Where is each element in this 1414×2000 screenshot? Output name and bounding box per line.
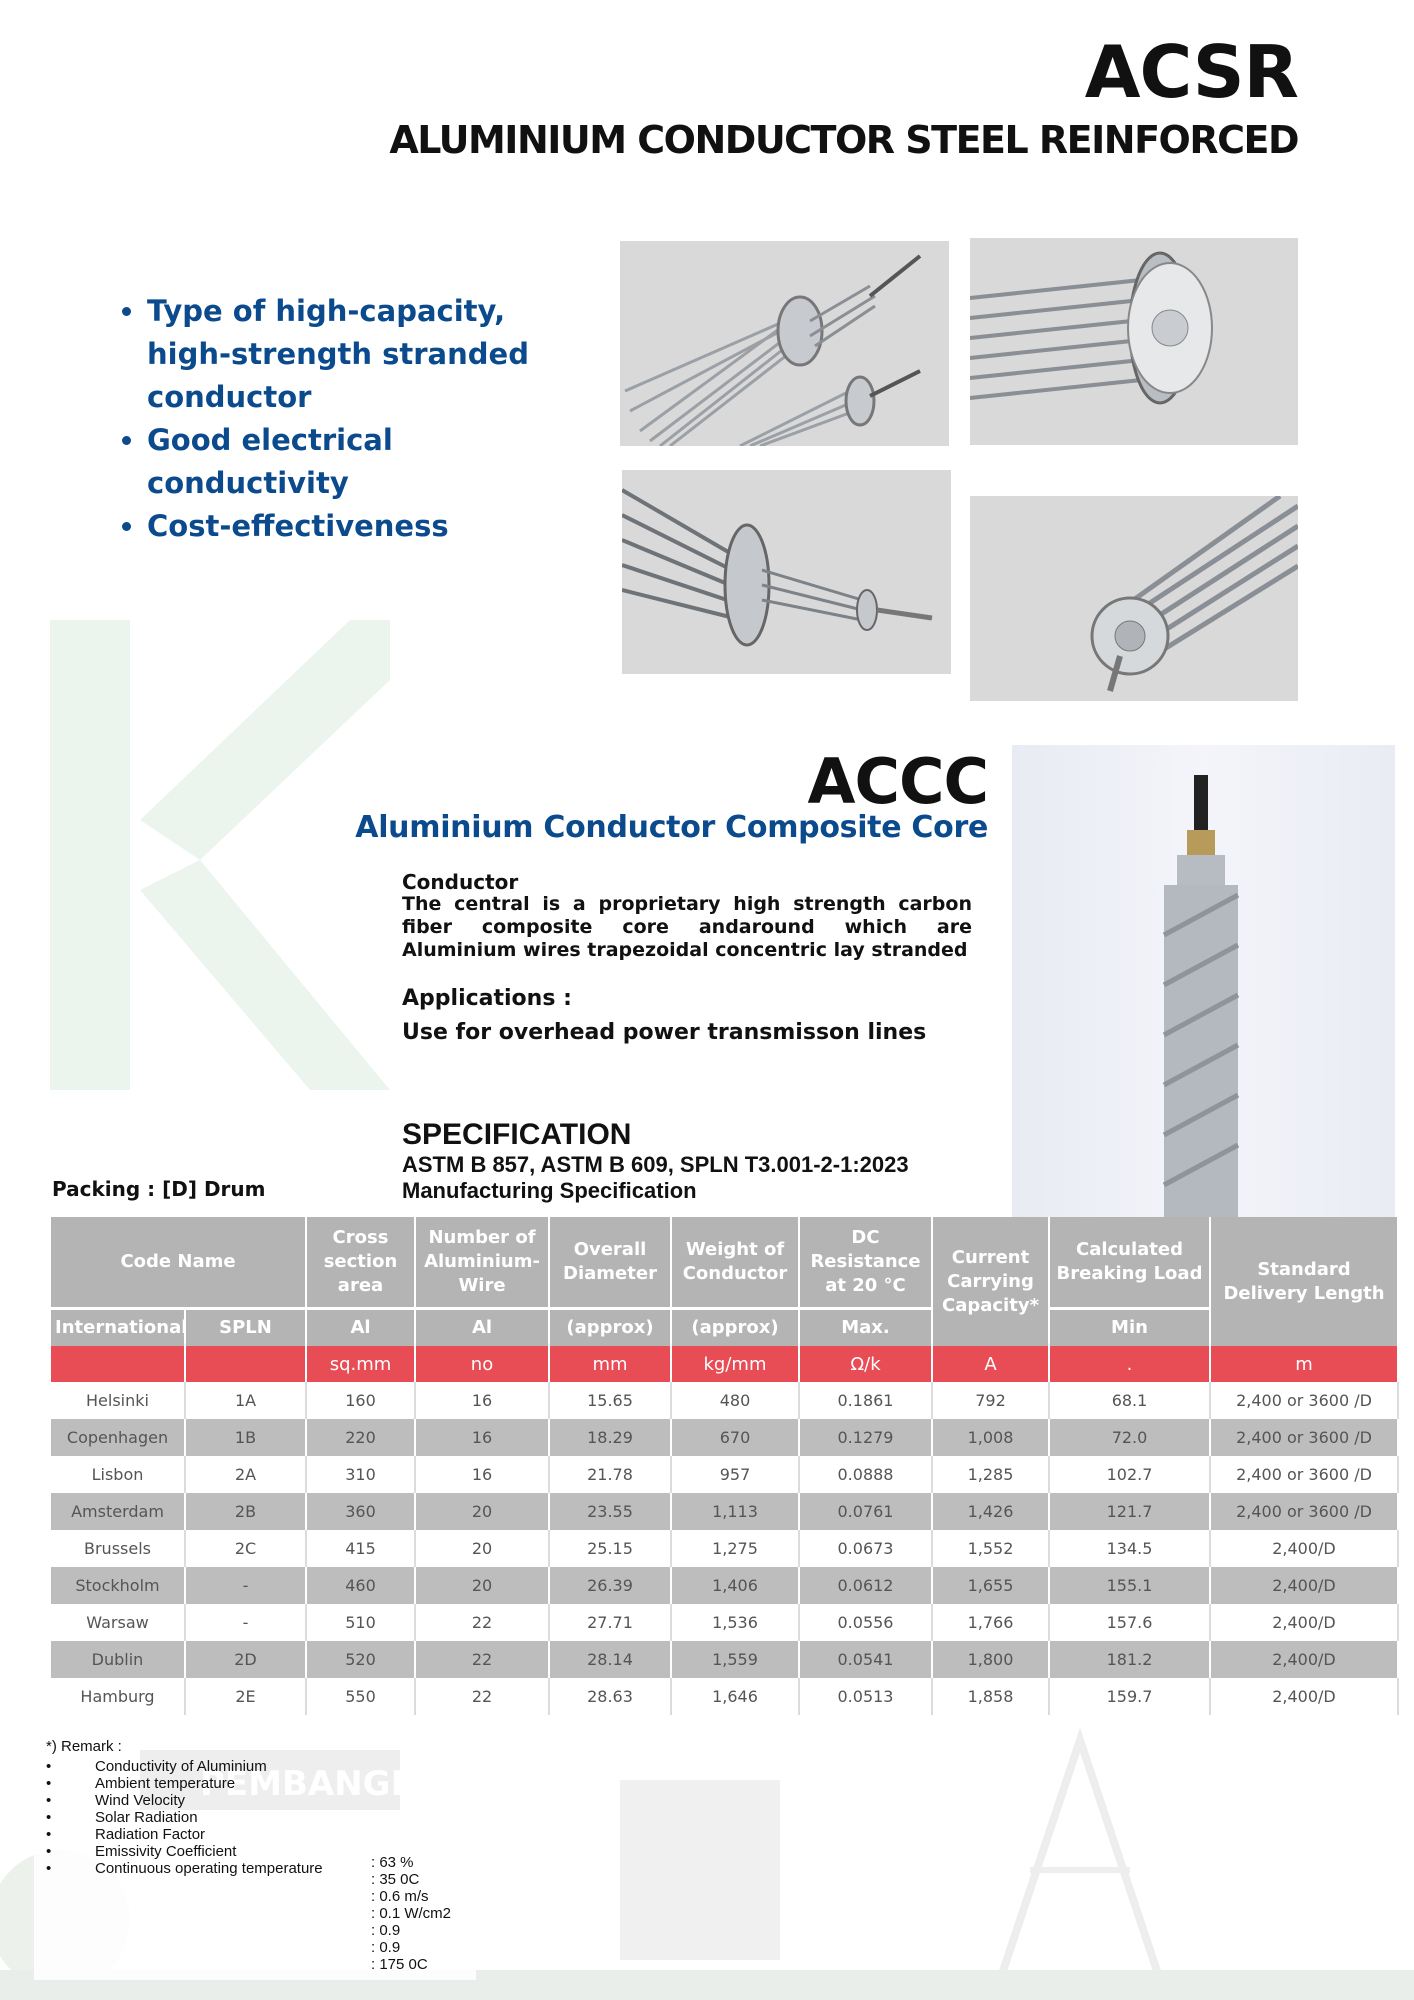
remark-item: • Wind Velocity	[46, 1792, 323, 1809]
acsr-photo-3	[622, 470, 951, 674]
unit-dc-resistance: Ω/k	[799, 1346, 932, 1382]
table-cell: Warsaw	[51, 1604, 185, 1641]
acsr-photo-2	[970, 238, 1298, 445]
table-cell: 2,400/D	[1210, 1530, 1398, 1567]
table-row	[51, 1456, 1398, 1493]
table-cell: 480	[671, 1382, 799, 1419]
remark-value: : 0.9	[371, 1922, 401, 1939]
header-dc-resistance: DC Resistance at 20 °C	[799, 1217, 932, 1309]
table-cell: 0.1279	[799, 1419, 932, 1456]
table-cell: 26.39	[549, 1567, 671, 1604]
subheader-max: Max.	[799, 1309, 932, 1347]
table-cell: 957	[671, 1456, 799, 1493]
table-cell: 1,655	[932, 1567, 1049, 1604]
table-cell: 1,426	[932, 1493, 1049, 1530]
remark-item: • Radiation Factor	[46, 1826, 323, 1843]
table-cell: 2A	[185, 1456, 306, 1493]
accc-title: ACCC	[807, 745, 988, 818]
table-cell: 2,400/D	[1210, 1678, 1398, 1715]
table-cell: 1,800	[932, 1641, 1049, 1678]
table-cell: 1,646	[671, 1678, 799, 1715]
background-sign-text: PEMBANGKIT	[200, 1764, 453, 1804]
table-cell: 0.0888	[799, 1456, 932, 1493]
table-cell: 0.0612	[799, 1567, 932, 1604]
table-cell: 2,400 or 3600 /D	[1210, 1456, 1398, 1493]
table-cell: 1,536	[671, 1604, 799, 1641]
unit-cell	[185, 1346, 306, 1382]
table-cell: 2B	[185, 1493, 306, 1530]
table-cell: 0.0673	[799, 1530, 932, 1567]
table-cell: Brussels	[51, 1530, 185, 1567]
acsr-photo-4	[970, 496, 1298, 701]
specification-table	[51, 1217, 1399, 1715]
table-cell: 22	[415, 1641, 549, 1678]
table-cell: Lisbon	[51, 1456, 185, 1493]
header-code-name: Code Name	[51, 1217, 306, 1309]
header-number-wire: Number of Aluminium-Wire	[415, 1217, 549, 1309]
table-cell: 510	[306, 1604, 415, 1641]
table-cell: 2,400 or 3600 /D	[1210, 1493, 1398, 1530]
subheader-min: Min	[1049, 1309, 1210, 1347]
table-cell: 155.1	[1049, 1567, 1210, 1604]
table-cell: 0.1861	[799, 1382, 932, 1419]
table-cell: 28.63	[549, 1678, 671, 1715]
table-cell: 0.0541	[799, 1641, 932, 1678]
table-cell: 1,552	[932, 1530, 1049, 1567]
table-cell: 25.15	[549, 1530, 671, 1567]
table-cell: 21.78	[549, 1456, 671, 1493]
remark-item: • Emissivity Coefficient	[46, 1843, 323, 1860]
table-cell: -	[185, 1567, 306, 1604]
table-cell: 15.65	[549, 1382, 671, 1419]
table-cell: Copenhagen	[51, 1419, 185, 1456]
table-cell: 220	[306, 1419, 415, 1456]
table-cell: 670	[671, 1419, 799, 1456]
table-cell: 2,400 or 3600 /D	[1210, 1419, 1398, 1456]
table-cell: 27.71	[549, 1604, 671, 1641]
header-breaking-load: Calculated Breaking Load	[1049, 1217, 1210, 1309]
applications-heading: Applications :	[402, 986, 572, 1011]
remark-item: • Solar Radiation	[46, 1809, 323, 1826]
table-cell: 2,400/D	[1210, 1641, 1398, 1678]
specification-heading: SPECIFICATION	[402, 1118, 632, 1151]
table-row	[51, 1604, 1398, 1641]
header-cross-section: Cross section area	[306, 1217, 415, 1309]
unit-breaking-load: .	[1049, 1346, 1210, 1382]
table-cell: 72.0	[1049, 1419, 1210, 1456]
table-cell: 460	[306, 1567, 415, 1604]
table-cell: 18.29	[549, 1419, 671, 1456]
acsr-feature-list	[115, 290, 567, 548]
table-cell: 16	[415, 1419, 549, 1456]
table-cell: 20	[415, 1530, 549, 1567]
unit-number-wire: no	[415, 1346, 549, 1382]
remark-item: • Conductivity of Aluminium	[46, 1758, 323, 1775]
table-cell: 16	[415, 1382, 549, 1419]
acsr-subtitle: ALUMINIUM CONDUCTOR STEEL REINFORCED	[389, 118, 1298, 162]
table-cell: 2E	[185, 1678, 306, 1715]
remark-item: • Ambient temperature	[46, 1775, 323, 1792]
subheader-international: International	[51, 1309, 185, 1347]
remark-value: : 175 0C	[371, 1956, 428, 1973]
feature-item: • Good electrical conductivity	[147, 419, 567, 505]
table-cell: Amsterdam	[51, 1493, 185, 1530]
table-cell: 1B	[185, 1419, 306, 1456]
table-cell: 134.5	[1049, 1530, 1210, 1567]
table-cell: 157.6	[1049, 1604, 1210, 1641]
remark-list	[46, 1758, 323, 1877]
table-cell: 102.7	[1049, 1456, 1210, 1493]
header-weight: Weight of Conductor	[671, 1217, 799, 1309]
remark-item: • Continuous operating temperature	[46, 1860, 323, 1877]
table-cell: 28.14	[549, 1641, 671, 1678]
table-cell: 415	[306, 1530, 415, 1567]
table-cell: 20	[415, 1567, 549, 1604]
table-row	[51, 1641, 1398, 1678]
table-cell: Dublin	[51, 1641, 185, 1678]
table-cell: 2,400/D	[1210, 1604, 1398, 1641]
table-body	[51, 1382, 1398, 1715]
acsr-photo-1	[620, 241, 949, 446]
remark-value: : 0.9	[371, 1939, 401, 1956]
table-cell: 0.0556	[799, 1604, 932, 1641]
subheader-al: Al	[306, 1309, 415, 1347]
subheader-spln: SPLN	[185, 1309, 306, 1347]
table-cell: 1,285	[932, 1456, 1049, 1493]
table-cell: 1,858	[932, 1678, 1049, 1715]
accc-subtitle: Aluminium Conductor Composite Core	[355, 810, 988, 845]
subheader-approx: (approx)	[671, 1309, 799, 1347]
table-cell: 550	[306, 1678, 415, 1715]
table-cell: 68.1	[1049, 1382, 1210, 1419]
unit-diameter: mm	[549, 1346, 671, 1382]
remark-heading: *) Remark :	[46, 1738, 122, 1755]
remark-value: : 35 0C	[371, 1871, 420, 1888]
table-cell: 160	[306, 1382, 415, 1419]
table-cell: 310	[306, 1456, 415, 1493]
subheader-al: Al	[415, 1309, 549, 1347]
unit-cell	[51, 1346, 185, 1382]
remark-values	[371, 1854, 451, 1973]
specification-standards: ASTM B 857, ASTM B 609, SPLN T3.001-2-1:2023	[402, 1152, 909, 1177]
table-cell: Helsinki	[51, 1382, 185, 1419]
unit-weight: kg/mm	[671, 1346, 799, 1382]
remark-value: : 0.6 m/s	[371, 1888, 429, 1905]
header-diameter: Overall Diameter	[549, 1217, 671, 1309]
specification-manufacturing: Manufacturing Specification	[402, 1178, 697, 1203]
table-cell: 1A	[185, 1382, 306, 1419]
table-row	[51, 1678, 1398, 1715]
feature-item: • Type of high-capacity, high-strength stranded conductor	[147, 290, 567, 419]
table-cell: 159.7	[1049, 1678, 1210, 1715]
table-cell: 23.55	[549, 1493, 671, 1530]
table-row	[51, 1493, 1398, 1530]
table-cell: 20	[415, 1493, 549, 1530]
table-cell: 2,400 or 3600 /D	[1210, 1382, 1398, 1419]
unit-delivery-length: m	[1210, 1346, 1398, 1382]
table-cell: 0.0761	[799, 1493, 932, 1530]
table-cell: 1,406	[671, 1567, 799, 1604]
table-cell: -	[185, 1604, 306, 1641]
table-cell: 22	[415, 1678, 549, 1715]
remark-value: : 63 %	[371, 1854, 414, 1871]
packing-label: Packing : [D] Drum	[52, 1177, 266, 1201]
subheader-approx: (approx)	[549, 1309, 671, 1347]
table-row	[51, 1530, 1398, 1567]
accc-photo	[1012, 745, 1395, 1217]
table-cell: 1,766	[932, 1604, 1049, 1641]
unit-cross-section: sq.mm	[306, 1346, 415, 1382]
table-cell: 792	[932, 1382, 1049, 1419]
table-cell: 2,400/D	[1210, 1567, 1398, 1604]
table-cell: 1,275	[671, 1530, 799, 1567]
table-cell: 360	[306, 1493, 415, 1530]
table-cell: 1,008	[932, 1419, 1049, 1456]
table-cell: Hamburg	[51, 1678, 185, 1715]
watermark-logo	[50, 620, 390, 1090]
conductor-heading: Conductor	[402, 870, 519, 894]
table-cell: 520	[306, 1641, 415, 1678]
unit-current: A	[932, 1346, 1049, 1382]
table-row	[51, 1567, 1398, 1604]
applications-text: Use for overhead power transmisson lines	[402, 1020, 927, 1045]
table-cell: 16	[415, 1456, 549, 1493]
header-delivery-length: Standard Delivery Length	[1210, 1217, 1398, 1346]
remark-value: : 0.1 W/cm2	[371, 1905, 452, 1922]
feature-item: • Cost-effectiveness	[147, 505, 567, 548]
table-row	[51, 1382, 1398, 1419]
table-cell: 1,559	[671, 1641, 799, 1678]
table-cell: 121.7	[1049, 1493, 1210, 1530]
table-cell: 181.2	[1049, 1641, 1210, 1678]
acsr-title: ACSR	[1084, 30, 1298, 114]
table-cell: 2D	[185, 1641, 306, 1678]
table-cell: 0.0513	[799, 1678, 932, 1715]
table-cell: 1,113	[671, 1493, 799, 1530]
table-row	[51, 1419, 1398, 1456]
conductor-description: The central is a proprietary high strength carbon fiber composite core andaround which are Aluminium wires trapezoidal concentric lay stranded	[402, 893, 972, 961]
table-cell: 2C	[185, 1530, 306, 1567]
header-current: Current Carrying Capacity*	[932, 1217, 1049, 1346]
table-cell: 22	[415, 1604, 549, 1641]
table-cell: Stockholm	[51, 1567, 185, 1604]
